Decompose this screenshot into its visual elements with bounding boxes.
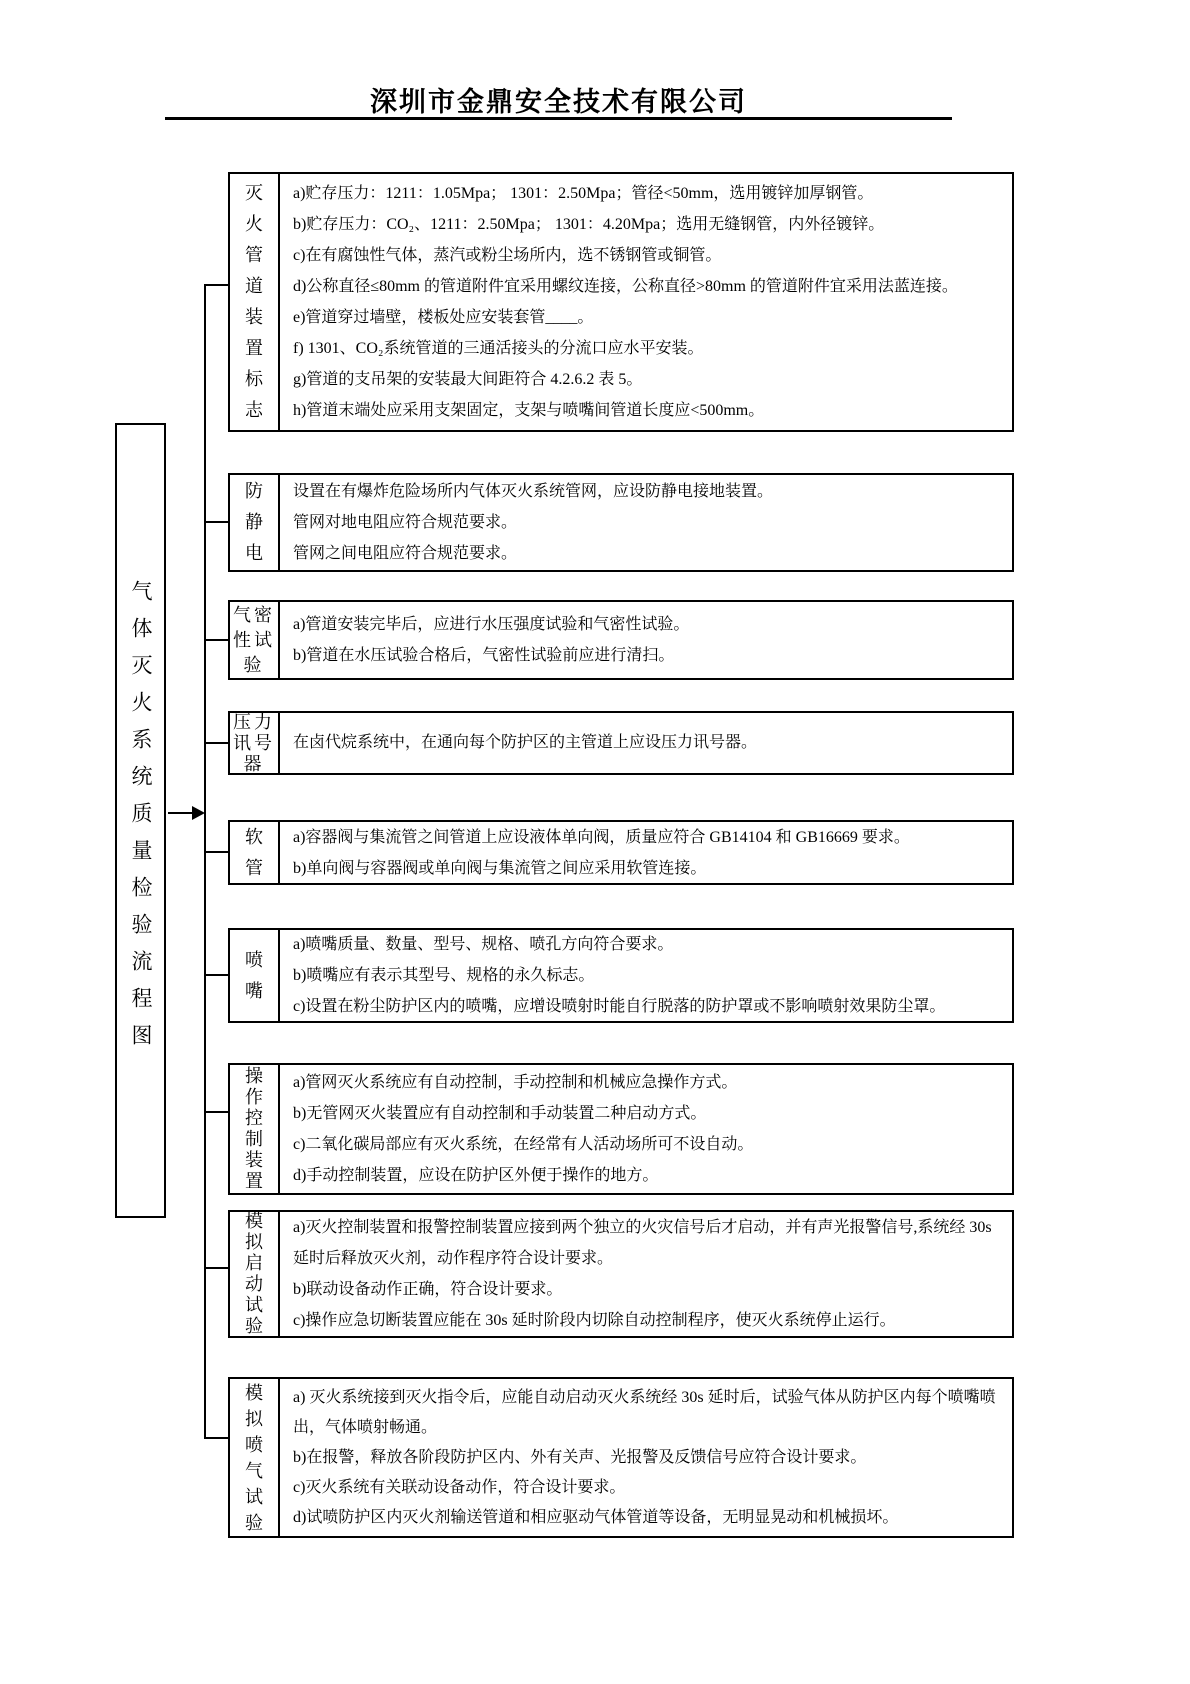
node-line: b)无管网灭火装置应有自动控制和手动装置二种启动方式。 xyxy=(293,1105,707,1122)
header-rule xyxy=(165,117,952,120)
node-content xyxy=(280,174,1012,430)
node-label-cell xyxy=(230,1212,280,1336)
node-anti-static xyxy=(228,473,1014,572)
node-line: a)容器阀与集流管之间管道上应设液体单向阀，质量应符合 GB14104 和 GB16669 要求。 xyxy=(293,828,910,846)
node-line: b)联动设备动作正确，符合设计要求。 xyxy=(293,1281,563,1298)
node-line: b)管道在水压试验合格后，气密性试验前应进行清扫。 xyxy=(293,647,675,664)
node-line: 设置在有爆炸危险场所内气体灭火系统管网，应设防静电接地装置。 xyxy=(293,483,774,500)
connector-branch-8 xyxy=(204,1267,230,1269)
node-line: c)灭火系统有关联动设备动作，符合设计要求。 xyxy=(293,1478,626,1496)
node-hose xyxy=(228,820,1014,885)
node-label-cell xyxy=(230,1065,280,1193)
node-label-cell xyxy=(230,475,280,570)
node-label-cell xyxy=(230,602,280,678)
node-line: a)灭火控制装置和报警控制装置应接到两个独立的火灾信号后才启动，并有声光报警信号,系统经 30s 延时后释放灭火剂，动作程序符合设计要求。 xyxy=(293,1219,992,1267)
node-label-cell xyxy=(230,822,280,883)
company-title: 深圳市金鼎安全技术有限公司 xyxy=(370,87,747,117)
node-label-cell xyxy=(230,713,280,773)
node-line: a) 灭火系统接到灭火指令后，应能自动启动灭火系统经 30s 延时后，试验气体从防护区内每个喷嘴喷出，气体喷射畅通。 xyxy=(293,1388,996,1436)
node-label: 压力讯号器 xyxy=(233,711,275,774)
node-line: c)二氧化碳局部应有灭火系统，在经常有人活动场所可不设自动。 xyxy=(293,1136,754,1153)
node-line: 管网之间电阻应符合规范要求。 xyxy=(293,545,518,562)
node-content xyxy=(280,475,1012,570)
node-content xyxy=(280,822,1012,883)
node-line: b)喷嘴应有表示其型号、规格的永久标志。 xyxy=(293,967,595,984)
node-pressure-signal xyxy=(228,711,1014,775)
node-line: c)在有腐蚀性气体，蒸汽或粉尘场所内，选不锈钢管或铜管。 xyxy=(293,247,722,264)
node-line: a)喷嘴质量、数量、型号、规格、喷孔方向符合要求。 xyxy=(293,936,674,953)
connector-branch-3 xyxy=(204,639,230,641)
node-content xyxy=(280,713,1012,773)
node-line: c)设置在粉尘防护区内的喷嘴，应增设喷射时能自行脱落的防护罩或不影响喷射效果防尘罩。 xyxy=(293,998,946,1015)
connector-branch-6 xyxy=(204,974,230,976)
node-pipe-marking xyxy=(228,172,1014,432)
node-label-cell xyxy=(230,1379,280,1536)
node-label: 灭火管道装置标志 xyxy=(245,183,263,420)
node-label: 气密性试验 xyxy=(233,604,275,675)
node-content xyxy=(280,1212,1012,1336)
connector-branch-1 xyxy=(204,284,230,286)
connector-branch-5 xyxy=(204,851,230,853)
node-line: f) 1301、CO₂系统管道的三通活接头的分流口应水平安装。 xyxy=(293,340,704,357)
node-label: 模拟喷气试验 xyxy=(245,1382,263,1533)
node-line: e)管道穿过墙壁，楼板处应安装套管____。 xyxy=(293,309,594,326)
flow-root-label: 气体灭火系统质量检验流程图 xyxy=(129,580,154,1061)
node-line: d)手动控制装置，应设在防护区外便于操作的地方。 xyxy=(293,1167,659,1184)
connector-branch-2 xyxy=(204,521,230,523)
node-label: 操作控制装置 xyxy=(245,1066,263,1191)
node-line: h)管道末端处应采用支架固定，支架与喷嘴间管道长度应<500mm。 xyxy=(293,402,765,419)
node-label-cell xyxy=(230,930,280,1021)
node-line: 管网对地电阻应符合规范要求。 xyxy=(293,514,518,531)
node-content xyxy=(280,602,1012,678)
node-line: a)贮存压力：1211：1.05Mpa； 1301：2.50Mpa；管径<50mm，选用镀锌加厚钢管。 xyxy=(293,185,874,202)
node-content xyxy=(280,930,1012,1021)
node-simulated-spray-test xyxy=(228,1377,1014,1538)
flow-root-node xyxy=(115,423,166,1218)
connector-branch-9 xyxy=(204,1437,230,1439)
node-label: 防静电 xyxy=(245,481,263,563)
node-line: a)管道安装完毕后，应进行水压强度试验和气密性试验。 xyxy=(293,616,690,633)
node-line: b)单向阀与容器阀或单向阀与集流管之间应采用软管连接。 xyxy=(293,859,707,877)
node-content xyxy=(280,1065,1012,1193)
node-label: 模拟启动试验 xyxy=(245,1211,263,1336)
node-line: 在卤代烷系统中，在通向每个防护区的主管道上应设压力讯号器。 xyxy=(293,734,758,751)
node-line: b)在报警，释放各阶段防护区内、外有关声、光报警及反馈信号应符合设计要求。 xyxy=(293,1448,867,1466)
node-airtight-test xyxy=(228,600,1014,680)
node-nozzle xyxy=(228,928,1014,1023)
node-line: a)管网灭火系统应有自动控制，手动控制和机械应急操作方式。 xyxy=(293,1074,738,1091)
node-label: 喷嘴 xyxy=(245,949,263,1001)
connector-branch-7 xyxy=(204,1111,230,1113)
node-line: g)管道的支吊架的安装最大间距符合 4.2.6.2 表 5。 xyxy=(293,371,643,388)
node-label-cell xyxy=(230,174,280,430)
node-content xyxy=(280,1379,1012,1536)
node-simulated-start-test xyxy=(228,1210,1014,1338)
flow-arrow-head-icon xyxy=(192,806,205,820)
node-line: d)试喷防护区内灭火剂输送管道和相应驱动气体管道等设备，无明显晃动和机械损坏。 xyxy=(293,1508,899,1526)
node-line: d)公称直径≤80mm 的管道附件宜采用螺纹连接，公称直径>80mm 的管道附件宜采用法蓝连接。 xyxy=(293,278,958,295)
connector-branch-4 xyxy=(204,742,230,744)
node-line: b)贮存压力：CO₂、1211：2.50Mpa； 1301：4.20Mpa；选用无缝钢管，内外径镀锌。 xyxy=(293,216,885,233)
node-operation-control-device xyxy=(228,1063,1014,1195)
node-label: 软管 xyxy=(245,826,263,878)
node-line: c)操作应急切断装置应能在 30s 延时阶段内切除自动控制程序，使灭火系统停止运行。 xyxy=(293,1312,896,1329)
connector-trunk-line xyxy=(204,285,206,1439)
